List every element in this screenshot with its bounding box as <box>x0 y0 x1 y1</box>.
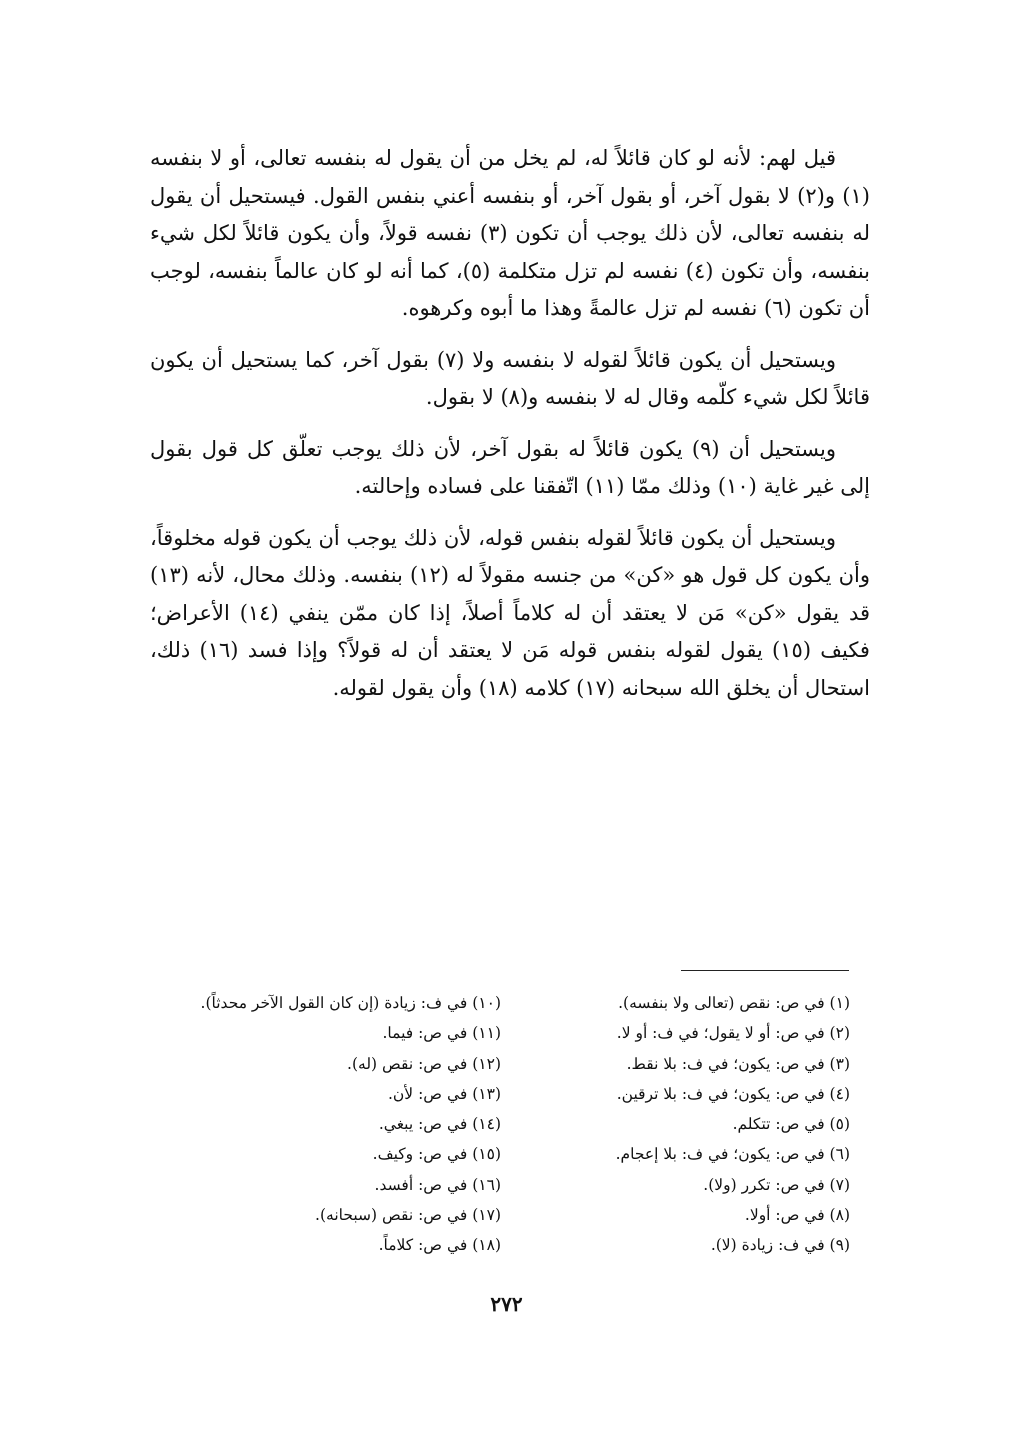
footnote-16: (١٦) في ص: أفسد. <box>374 1175 501 1194</box>
footnotes-left-column <box>201 988 501 1261</box>
footnote-18: (١٨) في ص: كلاماً. <box>378 1236 501 1255</box>
page-number: ٢٧٢ <box>490 1292 523 1316</box>
main-text <box>150 140 870 721</box>
paragraph-1: قيل لهم: لأنه لو كان قائلاً له، لم يخل من أن يقول له بنفسه تعالى، أو لا بنفسه (١) و(٢) لا بقول آخر، أو بقول آخر، أو بنفسه أعني بنفس القول. فيستحيل أن يقول له بنفسه تعالى، لأن ذلك يوجب أن تكون (٣) نفسه قولاً، وأن يكون قائلاً لكل شيء بنفسه، وأن تكون (٤) نفسه لم تزل متكلمة (٥)، كما أنه لو كان عالماً بنفسه، لوجب أن تكون (٦) نفسه لم تزل عالمةً وهذا ما أبوه وكرهوه. <box>150 146 871 320</box>
footnotes-right-column <box>616 988 850 1261</box>
footnote-3: (٣) في ص: يكون؛ في ف: بلا نقط. <box>626 1054 850 1073</box>
footnote-10: (١٠) في ف: زيادة (إن كان القول الآخر محدثاً). <box>200 994 501 1012</box>
footnote-6: (٦) في ص: يكون؛ في ف: بلا إعجام. <box>615 1145 850 1164</box>
footnote-4: (٤) في ص: يكون؛ في ف: بلا ترقين. <box>616 1084 850 1103</box>
footnote-15: (١٥) في ص: وكيف. <box>372 1145 501 1164</box>
footnote-17: (١٧) في ص: نقص (سبحانه). <box>315 1206 501 1225</box>
footnote-12: (١٢) في ص: نقص (له). <box>347 1054 501 1073</box>
footnote-14: (١٤) في ص: يبغي. <box>378 1115 501 1134</box>
footnote-11: (١١) في ص: فيما. <box>382 1024 501 1043</box>
paragraph-3: ويستحيل أن (٩) يكون قائلاً له بقول آخر، لأن ذلك يوجب تعلّق كل قول بقول إلى غير غاية (١٠) وذلك ممّا (١١) اتّفقنا على فساده وإحالته. <box>150 436 870 498</box>
footnote-7: (٧) في ص: تكرر (ولا). <box>703 1175 850 1194</box>
footnote-9: (٩) في ف: زيادة (لا). <box>710 1236 850 1255</box>
footnote-2: (٢) في ص: أو لا يقول؛ في ف: أو لا. <box>616 1024 850 1043</box>
paragraph-4: ويستحيل أن يكون قائلاً لقوله بنفس قوله، لأن ذلك يوجب أن يكون قوله مخلوقاً، وأن يكون كل قول هو «كن» من جنسه مقولاً له (١٢) بنفسه. وذلك محال، لأنه (١٣) قد يقول «كن» مَن لا يعتقد أن له كلاماً أصلاً، إذا كان ممّن ينفي (١٤) الأعراض؛ فكيف (١٥) يقول لقوله بنفس قوله مَن لا يعتقد أن له قولاً؟ وإذا فسد (١٦) ذلك، استحال أن يخلق الله سبحانه (١٧) كلامه (١٨) وأن يقول لقوله. <box>150 525 870 700</box>
footnote-separator <box>681 970 849 971</box>
footnote-5: (٥) في ص: تتكلم. <box>732 1115 850 1134</box>
footnote-1: (١) في ص: نقص (تعالى ولا بنفسه). <box>618 994 850 1012</box>
paragraph-2: ويستحيل أن يكون قائلاً لقوله لا بنفسه ولا (٧) بقول آخر، كما يستحيل أن يكون قائلاً لكل شيء كلّمه وقال له لا بنفسه و(٨) لا بقول. <box>150 347 870 409</box>
footnote-13: (١٣) في ص: لأن. <box>388 1084 501 1103</box>
footnote-8: (٨) في ص: أولا. <box>744 1206 850 1225</box>
